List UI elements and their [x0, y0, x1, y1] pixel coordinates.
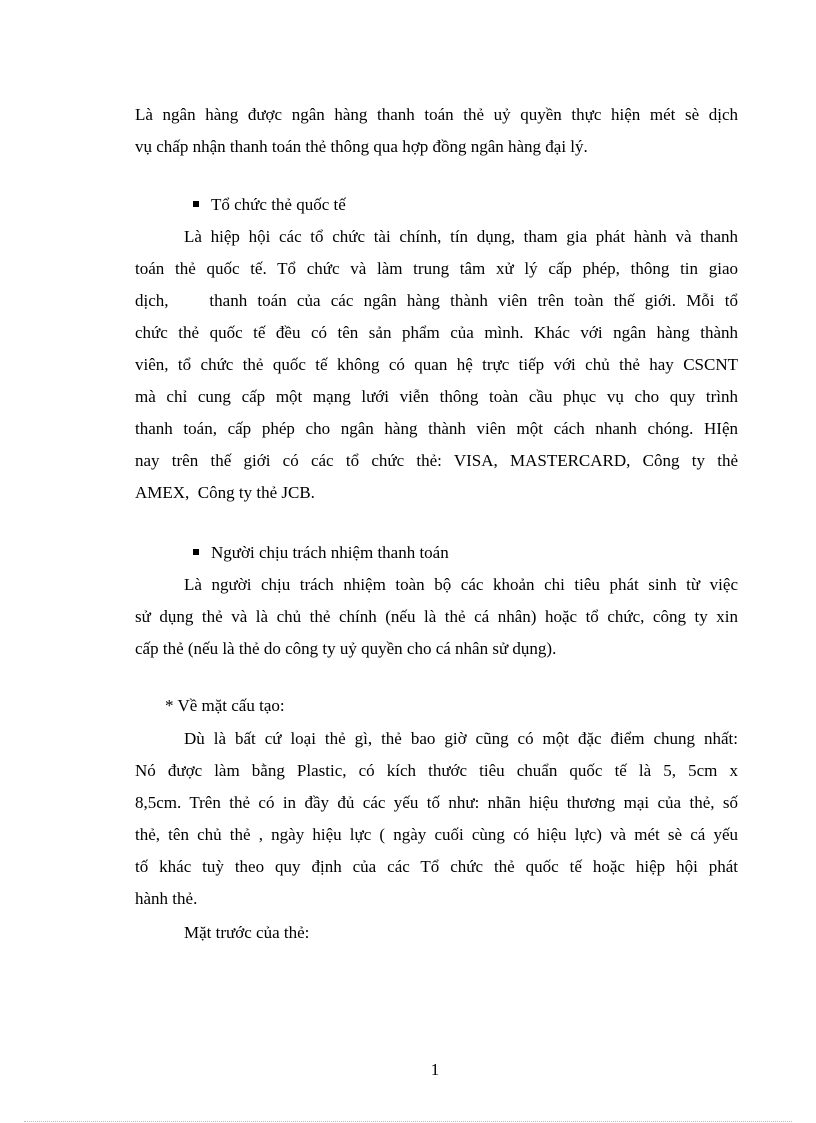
- page-number: 1: [430, 1060, 440, 1079]
- front-of-card-label: Mặt trước của thẻ:: [184, 923, 310, 942]
- bullet-heading-international-org: [193, 189, 346, 221]
- text-line: toán thẻ quốc tế. Tổ chức và làm trung tâm xử lý cấp phép, thông tin giao: [135, 259, 738, 278]
- text-line: vụ chấp nhận thanh toán thẻ thông qua hợp đồng ngân hàng đại lý.: [135, 137, 588, 156]
- text-line: Nó được làm bằng Plastic, có kích thước tiêu chuẩn quốc tế là 5, 5cm x: [135, 761, 738, 780]
- heading-text: Tổ chức thẻ quốc tế: [211, 195, 346, 214]
- bullet-heading-payment-responsible: [193, 537, 449, 569]
- text-line: AMEX, Công ty thẻ JCB.: [135, 483, 315, 502]
- text-line: viên, tổ chức thẻ quốc tế không có quan hệ trực tiếp với chủ thẻ hay CSCNT: [135, 355, 738, 374]
- text-line: mà chỉ cung cấp một mạng lưới viễn thông toàn cầu phục vụ cho quy trình: [135, 387, 738, 406]
- text-line: chức thẻ quốc tế đều có tên sản phẩm của mình. Khác với ngân hàng thành: [135, 323, 738, 342]
- text-line: nay trên thế giới có các tổ chức thẻ: VISA, MASTERCARD, Công ty thẻ: [135, 451, 738, 470]
- text-line: tố khác tuỳ theo quy định của các Tổ chức thẻ quốc tế hoặc hiệp hội phát: [135, 857, 738, 876]
- heading-text: Người chịu trách nhiệm thanh toán: [211, 543, 449, 562]
- text-line: Là ngân hàng được ngân hàng thanh toán thẻ uỷ quyền thực hiện mét sè dịch: [135, 105, 738, 124]
- text-line: 8,5cm. Trên thẻ có in đầy đủ các yếu tố như: nhãn hiệu thương mại của thẻ, số: [135, 793, 738, 812]
- text-line: Dù là bất cứ loại thẻ gì, thẻ bao giờ cũng có một đặc điểm chung nhất:: [184, 729, 738, 748]
- square-bullet-icon: [193, 201, 199, 207]
- paragraph-payment-responsible: [135, 569, 738, 665]
- square-bullet-icon: [193, 549, 199, 555]
- text-line: thẻ, tên chủ thẻ , ngày hiệu lực ( ngày cuối cùng có hiệu lực) và mét sè cá yếu: [135, 825, 738, 844]
- text-line: Là hiệp hội các tổ chức tài chính, tín dụng, tham gia phát hành và thanh: [184, 227, 738, 246]
- text-line: dịch, thanh toán của các ngân hàng thành viên trên toàn thế giới. Mỗi tổ: [135, 291, 738, 310]
- text-line: hành thẻ.: [135, 889, 198, 908]
- text-line: Là người chịu trách nhiệm toàn bộ các khoản chi tiêu phát sinh từ việc: [184, 575, 738, 594]
- paragraph-structure: [135, 723, 738, 915]
- text-line: cấp thẻ (nếu là thẻ do công ty uỷ quyền cho cá nhân sử dụng).: [135, 639, 557, 658]
- heading-structure: * Về mặt cấu tạo:: [165, 696, 285, 715]
- paragraph-agent-bank: [135, 99, 738, 163]
- text-line: sử dụng thẻ và là chủ thẻ chính (nếu là thẻ cá nhân) hoặc tổ chức, công ty xin: [135, 607, 738, 626]
- text-line: thanh toán, cấp phép cho ngân hàng thành viên một cách nhanh chóng. HIện: [135, 419, 738, 438]
- footer-divider: [24, 1121, 792, 1122]
- paragraph-international-org: [135, 221, 738, 509]
